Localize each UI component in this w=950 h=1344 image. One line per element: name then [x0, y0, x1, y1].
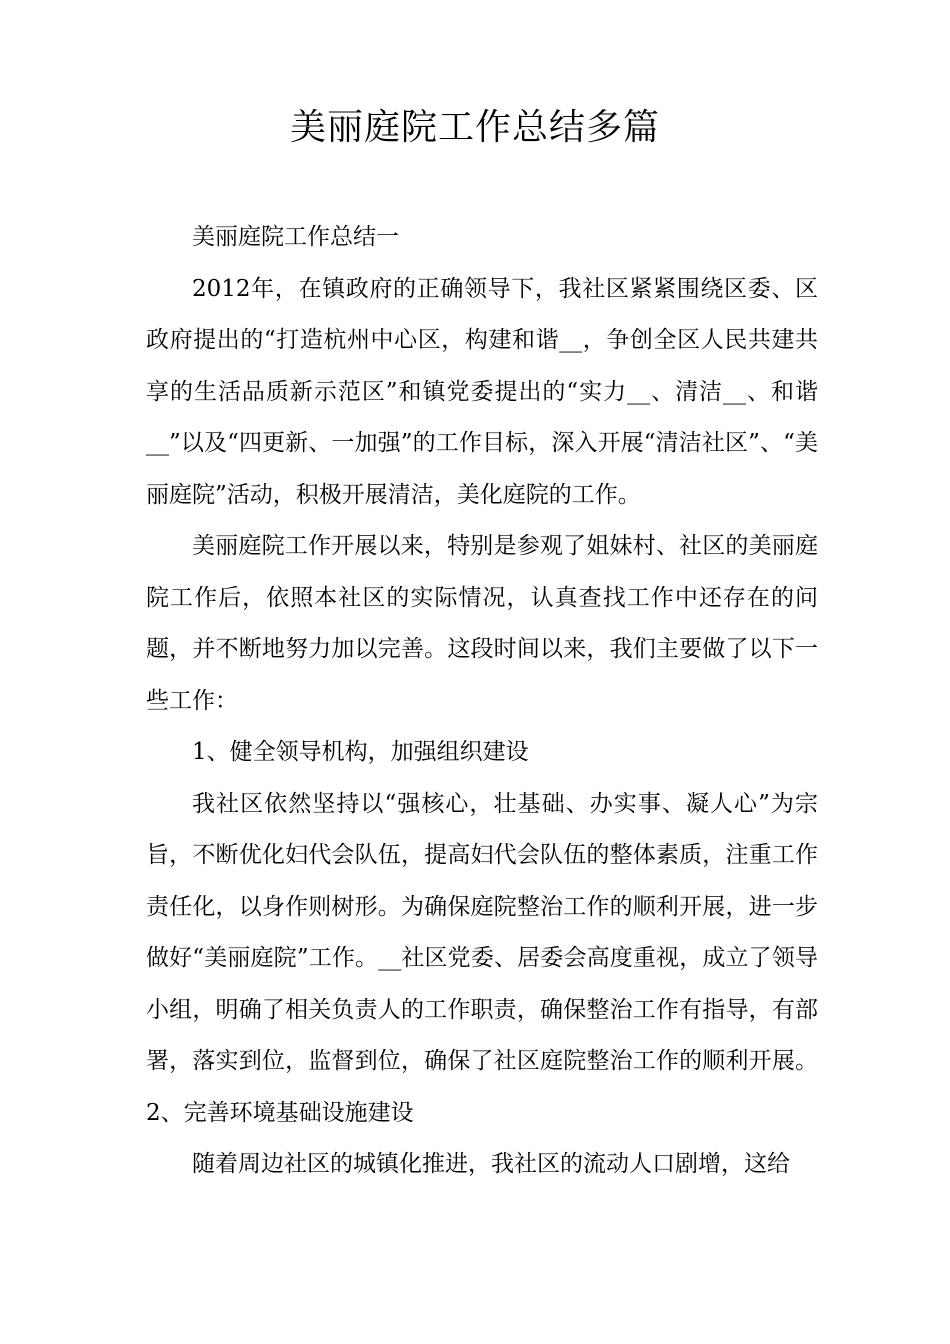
- section-heading: 美丽庭院工作总结一: [192, 224, 399, 250]
- subsection-heading: 1、健全领导机构，加强组织建设: [192, 739, 529, 765]
- paragraph: 美丽庭院工作开展以来，特别是参观了姐妹村、社区的美丽庭院工作后，依照本社区的实际情况，认真查找工作中还存在的问题，并不断地努力加以完善。这段时间以来，我们主要做了以下一些工作：: [146, 533, 818, 714]
- document-title: 美丽庭院工作总结多篇: [289, 107, 660, 148]
- document-body: [146, 212, 818, 1191]
- paragraph: 我社区依然坚持以“强核心，壮基础、办实事、凝人心”为宗旨，不断优化妇代会队伍，提高妇代会队伍的整体素质，注重工作责任化，以身作则树形。为确保庭院整治工作的顺利开展，进一步做好“美丽庭院”工作。__社区党委、居委会高度重视，成立了领导小组，明确了相关负责人的工作职责，确保整治工作有指导，有部署，落实到位，监督到位，确保了社区庭院整治工作的顺利开展。2、完善环境基础设施建设: [146, 790, 818, 1126]
- paragraph: 2012年，在镇政府的正确领导下，我社区紧紧围绕区委、区政府提出的“打造杭州中心区，构建和谐__，争创全区人民共建共享的生活品质新示范区”和镇党委提出的“实力__、清洁__、和谐__”以及“四更新、一加强”的工作目标，深入开展“清洁社区”、“美丽庭院”活动，积极开展清洁，美化庭院的工作。: [146, 275, 818, 508]
- paragraph: 随着周边社区的城镇化推进，我社区的流动人口剧增，这给: [192, 1151, 790, 1177]
